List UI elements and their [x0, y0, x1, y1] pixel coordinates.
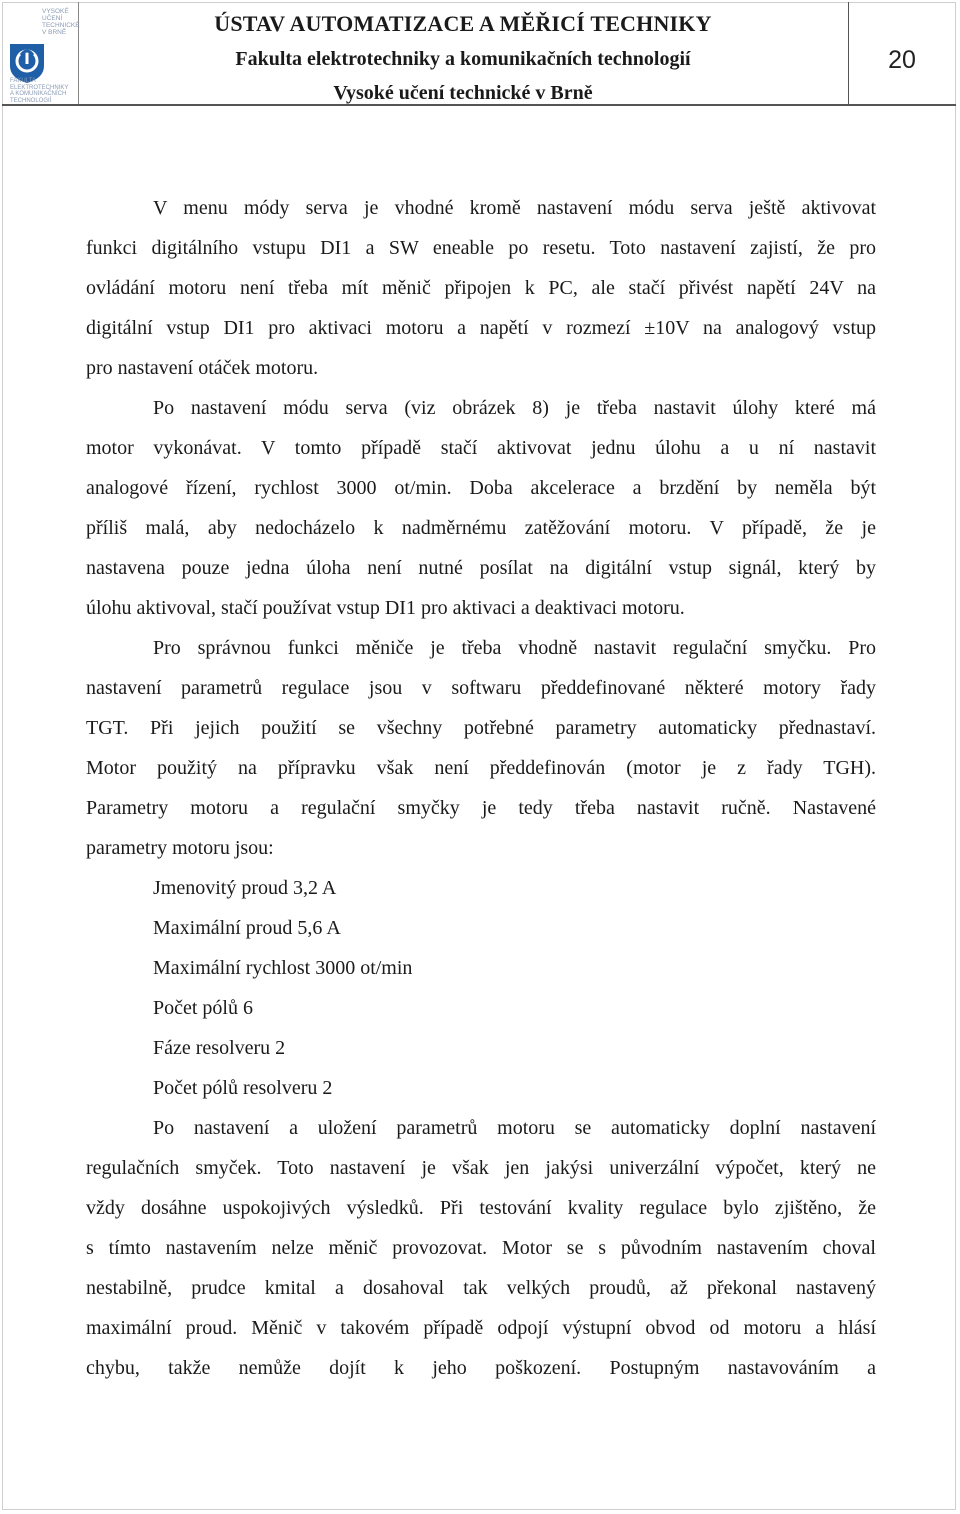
text-line: funkci digitálního vstupu DI1 a SW eneable po resetu. Toto nastavení zajistí, že pro — [86, 237, 876, 259]
text-line: Parametry motoru a regulační smyčky je tedy třeba nastavit ručně. Nastavené — [86, 797, 876, 819]
text-line: digitální vstup DI1 pro aktivaci motoru a napětí v rozmezí ±10V na analogový vstup — [86, 317, 876, 339]
logo-text-line: V BRNĚ — [42, 29, 67, 36]
text-line: příliš malá, aby nedocházelo k nadměrnému zatěžování motoru. V případě, že je — [86, 517, 876, 539]
parameter-item: Maximální rychlost 3000 ot/min — [153, 957, 413, 979]
parameter-item: Maximální proud 5,6 A — [153, 917, 341, 939]
text-line: TGT. Při jejich použití se všechny potřebné parametry automaticky přednastaví. — [86, 717, 876, 739]
text-line: s tímto nastavením nelze měnič provozovat. Motor se s původním nastavením choval — [86, 1237, 876, 1259]
text-line: nastavena pouze jedna úloha není nutné posílat na digitální vstup signál, který by — [86, 557, 876, 579]
text-line: úlohu aktivoval, stačí používat vstup DI1 pro aktivaci a deaktivaci motoru. — [86, 597, 685, 619]
text-line: nestabilně, prudce kmital a dosahoval tak velkých proudů, až překonal nastavený — [86, 1277, 876, 1299]
logo-faculty-text — [10, 78, 68, 104]
text-line: Pro správnou funkci měniče je třeba vhodně nastavit regulační smyčku. Pro — [153, 637, 876, 659]
parameter-item: Počet pólů 6 — [153, 997, 253, 1019]
logo-university-text — [42, 8, 80, 36]
text-line: chybu, takže nemůže dojít k jeho poškození. Postupným nastavováním a — [86, 1357, 876, 1379]
parameter-item: Fáze resolveru 2 — [153, 1037, 286, 1059]
text-line: parametry motoru jsou: — [86, 837, 274, 859]
logo-text-line: A KOMUNIKAČNÍCH — [10, 91, 67, 97]
university-logo — [2, 2, 79, 104]
text-line: V menu módy serva je vhodné kromě nastavení módu serva ještě aktivovat — [153, 197, 876, 219]
header-title-block — [78, 2, 848, 104]
text-line: Motor použitý na přípravku však není předdefinován (motor je z řady TGH). — [86, 757, 876, 779]
page-header — [2, 2, 956, 106]
logo-text-line: FAKULTA — [10, 78, 36, 84]
text-line: ovládání motoru není třeba mít měnič připojen k PC, ale stačí přivést napětí 24V na — [86, 277, 876, 299]
text-line: pro nastavení otáček motoru. — [86, 357, 319, 379]
text-line: motor vykonávat. V tomto případě stačí aktivovat jednu úlohu a u ní nastavit — [86, 437, 876, 459]
parameter-item: Počet pólů resolveru 2 — [153, 1077, 333, 1099]
logo-text-line: VYSOKÉ — [42, 8, 69, 15]
parameter-item: Jmenovitý proud 3,2 A — [153, 877, 337, 899]
text-line: Po nastavení a uložení parametrů motoru se automaticky doplní nastavení — [153, 1117, 876, 1139]
text-line: vždy dosáhne uspokojivých výsledků. Při testování kvality regulace bylo zjištěno, že — [86, 1197, 876, 1219]
text-line: analogové řízení, rychlost 3000 ot/min. Doba akcelerace a brzdění by neměla být — [86, 477, 876, 499]
faculty-title: Fakulta elektrotechniky a komunikačních technologií — [235, 48, 691, 70]
logo-text-line: TECHNOLOGIÍ — [10, 97, 52, 104]
logo-text-line: UČENÍ — [42, 15, 63, 22]
text-line: regulačních smyček. Toto nastavení je však jen jakýsi univerzální výpočet, který ne — [86, 1157, 876, 1179]
logo-text-line: TECHNICKÉ — [42, 22, 80, 29]
logo-text-line: ELEKTROTECHNIKY — [10, 84, 69, 91]
university-title: Vysoké učení technické v Brně — [333, 82, 593, 104]
text-line: nastavení parametrů regulace jsou v softwaru předdefinované některé motory řady — [86, 677, 876, 699]
page-number: 20 — [888, 46, 916, 74]
text-line: Po nastavení módu serva (viz obrázek 8) je třeba nastavit úlohy které má — [153, 397, 876, 419]
institute-title: ÚSTAV AUTOMATIZACE A MĚŘICÍ TECHNIKY — [214, 11, 712, 36]
text-line: maximální proud. Měnič v takovém případě odpojí výstupní obvod od motoru a hlásí — [86, 1317, 876, 1339]
page-number-cell — [848, 2, 955, 104]
